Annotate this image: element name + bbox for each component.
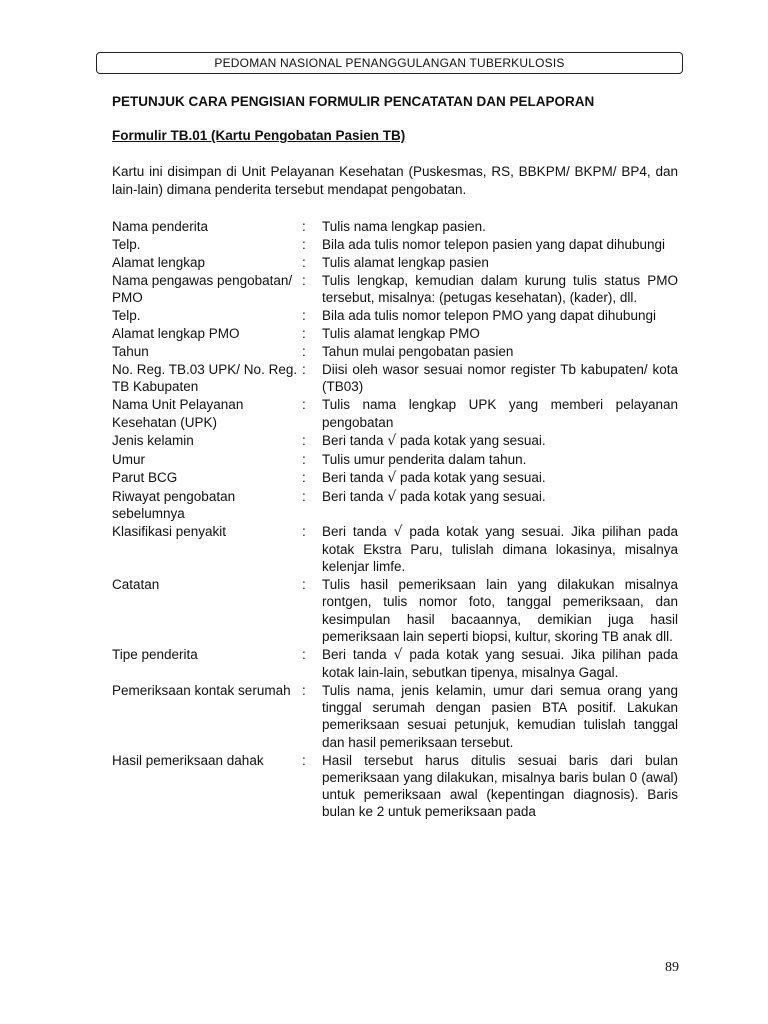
field-label: Jenis kelamin [112, 432, 194, 448]
field-separator: : [302, 273, 306, 288]
description-text: pada kotak yang sesuai. [400, 469, 546, 485]
field-label: Pemeriksaan kontak serumah [112, 683, 291, 699]
field-row [112, 254, 678, 271]
description-text: Beri tanda [322, 646, 387, 662]
field-description: Diisi oleh wasor sesuai nomor register Tb kabupaten/ kota (TB03) [322, 362, 678, 395]
field-description: Tulis alamat lengkap PMO [322, 326, 480, 342]
description-text: Beri tanda [322, 432, 384, 448]
intro-paragraph: Kartu ini disimpan di Unit Pelayanan Kesehatan (Puskesmas, RS, BBKPM/ BKPM/ BP4, dan lain-lain) dimana penderita tersebut mendapat pengobatan. [112, 164, 678, 197]
field-description [322, 432, 678, 450]
description-text: pada kotak yang sesuai. Jika pilihan pada kotak lain-lain, sebutkan tipenya, misalnya Gagal. [322, 646, 678, 681]
field-separator: : [302, 255, 306, 270]
field-label: Parut BCG [112, 469, 178, 485]
field-instructions-list [112, 218, 678, 821]
description-text: Beri tanda [322, 469, 384, 485]
field-row [112, 432, 678, 450]
field-row [112, 361, 678, 395]
field-description: Bila ada tulis nomor telepon PMO yang dapat dihubungi [322, 308, 656, 324]
field-description [322, 646, 678, 681]
description-text: pada kotak yang sesuai. Jika pilihan pada kotak Ekstra Paru, tulislah dimana lokasinya, misalnya kelenjar limfe. [322, 523, 678, 575]
field-description: Tulis nama lengkap UPK yang memberi pelayanan pengobatan [322, 397, 678, 430]
field-separator: : [302, 432, 306, 448]
field-description: Hasil tersebut harus ditulis sesuai baris dari bulan pemeriksaan yang dilakukan, misalnya baris bulan 0 (awal) untuk pemeriksaan awal (kepentingan diagnosis). Baris bulan ke 2 untuk pemeriksaan pada [322, 752, 678, 820]
field-row [112, 576, 678, 645]
field-separator: : [302, 451, 306, 467]
checkmark-icon: √ [387, 488, 397, 505]
field-description: Tahun mulai pengobatan pasien [322, 344, 514, 360]
field-label: Klasifikasi penyakit [112, 523, 227, 539]
form-title: Formulir TB.01 (Kartu Pengobatan Pasien TB) [112, 128, 406, 143]
field-separator: : [302, 683, 306, 699]
field-label: Tipe penderita [112, 646, 198, 662]
field-description: Tulis nama, jenis kelamin, umur dari semua orang yang tinggal serumah dengan pasien BTA positif. Lakukan pemeriksaan sesuai petunjuk, kemudian tulislah tanggal dan hasil pemeriksaan tersebut. [322, 683, 678, 750]
field-label: Telp. [112, 308, 141, 324]
field-row [112, 469, 678, 487]
field-row [112, 488, 678, 522]
field-row [112, 396, 678, 430]
field-separator: : [302, 397, 306, 413]
checkmark-icon: √ [393, 523, 403, 540]
checkmark-icon: √ [387, 432, 397, 449]
field-row [112, 343, 678, 360]
field-label: Alamat lengkap PMO [112, 326, 240, 342]
document-title: PETUNJUK CARA PENGISIAN FORMULIR PENCATATAN DAN PELAPORAN [112, 94, 595, 109]
field-row [112, 646, 678, 681]
field-label: Tahun [112, 344, 149, 360]
field-separator: : [302, 646, 306, 662]
field-separator: : [302, 308, 306, 324]
field-row [112, 325, 678, 342]
field-separator: : [302, 362, 306, 378]
field-label: Alamat lengkap [112, 255, 206, 270]
field-separator: : [302, 577, 306, 593]
field-separator: : [302, 344, 306, 360]
field-separator: : [302, 237, 306, 252]
field-label: Nama Unit Pelayanan Kesehatan (UPK) [112, 397, 244, 430]
field-description: Tulis umur penderita dalam tahun. [322, 451, 527, 467]
field-description [322, 488, 678, 522]
field-label: Nama penderita [112, 219, 209, 234]
field-row [112, 218, 678, 235]
running-header: PEDOMAN NASIONAL PENANGGULANGAN TUBERKULOSIS [96, 52, 683, 74]
field-description [322, 469, 678, 487]
field-description [322, 523, 678, 576]
field-row [112, 523, 678, 576]
description-text: Beri tanda [322, 488, 384, 504]
field-description: Tulis lengkap, kemudian dalam kurung tulis status PMO tersebut, misalnya: (petugas kesehatan), (kader), dll. [322, 273, 678, 306]
field-description: Tulis hasil pemeriksaan lain yang dilakukan misalnya rontgen, tulis nomor foto, tanggal pemeriksaan, dan kesimpulan hasil bacaannya, demikian juga hasil pemeriksaan lain seperti biopsi, kultur, skoring TB anak dll. [322, 577, 678, 644]
field-label: Hasil pemeriksaan dahak [112, 752, 264, 768]
field-row [112, 307, 678, 324]
description-text: pada kotak yang sesuai. [400, 488, 546, 504]
field-description: Tulis alamat lengkap pasien [322, 255, 489, 270]
field-separator: : [302, 523, 306, 539]
field-label: Umur [112, 451, 145, 467]
field-label: No. Reg. TB.03 UPK/ No. Reg. TB Kabupaten [112, 362, 298, 395]
description-text: pada kotak yang sesuai. [400, 432, 546, 448]
field-separator: : [302, 488, 306, 504]
field-label: Riwayat pengobatan sebelumnya [112, 488, 236, 521]
field-separator: : [302, 326, 306, 342]
page-number: 89 [665, 960, 679, 975]
field-description: Tulis nama lengkap pasien. [322, 219, 486, 234]
description-text: Beri tanda [322, 523, 387, 539]
field-label: Catatan [112, 577, 160, 593]
field-description: Bila ada tulis nomor telepon pasien yang dapat dihubungi [322, 237, 665, 252]
checkmark-icon: √ [387, 469, 397, 486]
field-label: Telp. [112, 237, 141, 252]
field-separator: : [302, 469, 306, 485]
field-row [112, 682, 678, 751]
field-row [112, 451, 678, 468]
field-label: Nama pengawas pengobatan/ PMO [112, 273, 293, 306]
field-separator: : [302, 219, 306, 234]
field-row [112, 236, 678, 253]
field-row [112, 752, 678, 821]
field-separator: : [302, 752, 306, 768]
field-row [112, 272, 678, 306]
checkmark-icon: √ [393, 646, 403, 663]
